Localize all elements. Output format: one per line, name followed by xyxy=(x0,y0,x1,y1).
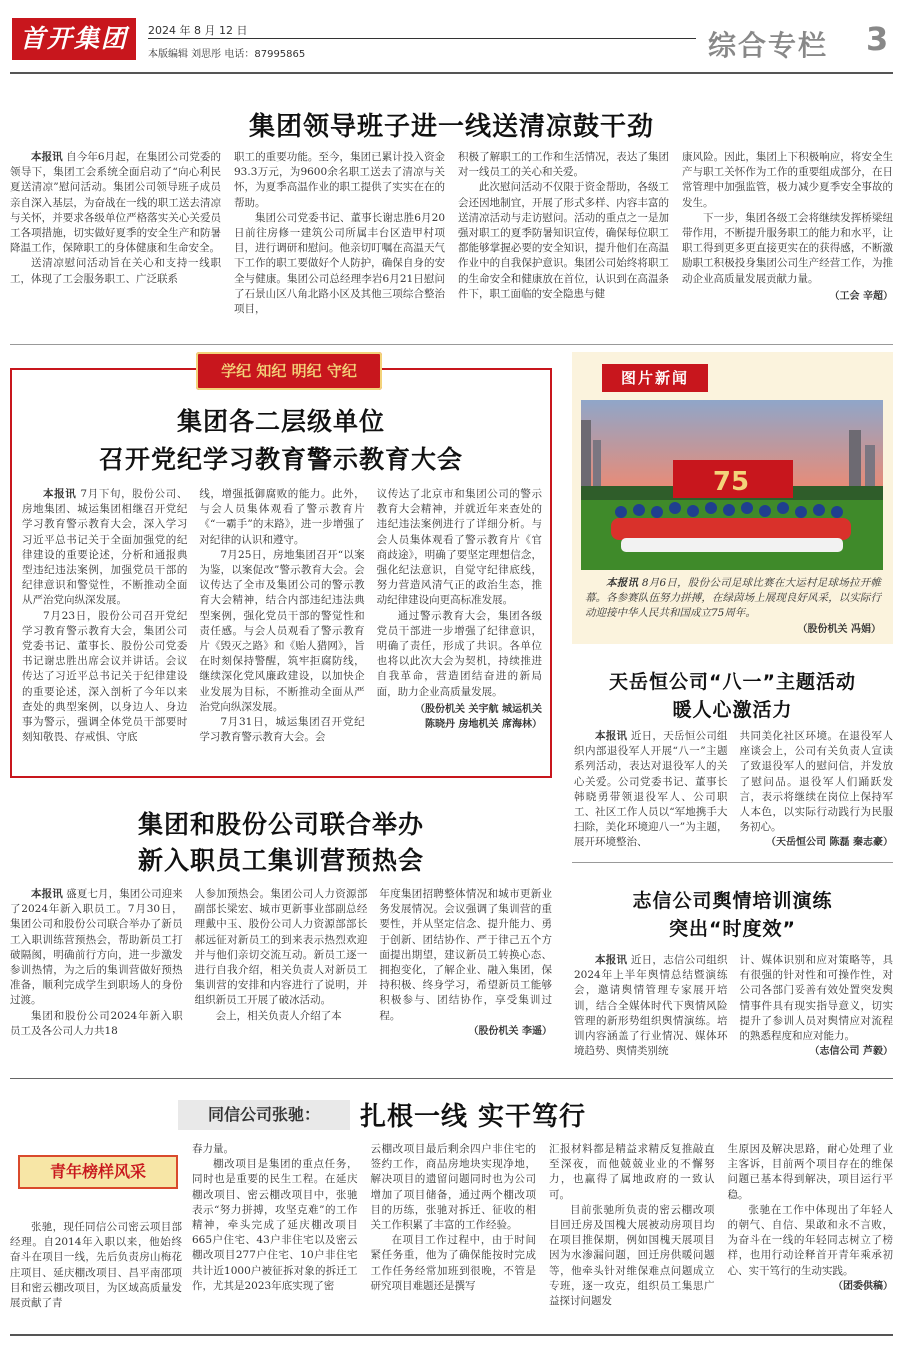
editor-info: 本版编辑 刘思彤 电话：87995865 xyxy=(148,49,306,60)
issue-date: 2024 年 8 月 12 日 xyxy=(148,24,248,37)
article-1-signature: （工会 辛超） xyxy=(829,290,893,302)
photo-news-header: 图片新闻 xyxy=(602,364,708,392)
article-5-title-line1: 志信公司舆情培训演练 xyxy=(632,890,833,912)
article-5-signature: （志信公司 芦毅） xyxy=(809,1046,893,1058)
masthead xyxy=(0,0,903,75)
page-number: 3 xyxy=(866,20,889,58)
article-4-title-line1: 集团和股份公司联合举办 xyxy=(137,810,424,839)
section-name: 综合专栏 xyxy=(708,29,829,62)
article-4-signature: （股份机关 李遥） xyxy=(468,1025,553,1037)
article-2-signature: （股份机关 关宇航 城运机关 陈晓丹 房地机关 席海林） xyxy=(415,703,542,730)
article-4-body: 本报讯 盛夏七月，集团公司迎来了2024年新入职员工。7月30日，集团公司和股份公司联合举办了新员工入职训练营预热会，帮助新员工打破隔阂，明确前行方向，进一步激发参训热情，为之后的集训营做好预热准备，顺利完成学生到职场人的身份过渡。 集团和股份公司2024年新入职员工及各公司人力共18 人参加预热会。集团公司人力资源部副部长梁宏、城市更新事业部副总经理戴中玉、股份公司人力资源部部长郝远征对新员工的到来表示热烈欢迎并与他们亲切交流互动。新员工逐一进行自我介绍，相关负责人对新员工集训营的安排和内容进行了说明，并组织新员工开展了破冰活动。 会上，相关负责人介绍了本 年度集团招聘整体情况和城市更新业务发展情况。会议强调了集训营的重要性，并从坚定信念、提升能力、勇于创新、团结协作、严于律己五个方面提出期望，建议新员工转换心态、拥抱变化，了解企业、融入集团，保持积极、终身学习，希望新员工能够积极参与、团结协作，享受集训过程。 （股份机关 李遥） xyxy=(10,888,553,1037)
article-6-body: 春力量。 棚改项目是集团的重点任务，同时也是重要的民生工程。在延庆棚改项目、密云棚改项目中，张驰表示“努力拼搏，攻坚克难”的工作精神，牵头完成了延庆棚改项目665户住宅、43户非住宅以及密云棚改项目277户住宅、10户非住宅共计近1000户被征拆对象的拆迁工作，尤其是2023年底实现了密 云棚改项目最后剩余四户非住宅的签约工作，商品房地块实现净地，解决项目的遗留问题同时也为公司增加了项目储备，通过两个棚改项目的历练，张驰对拆迁、征收的相关工作积累了丰富的工作经验。 在项目工作过程中，由于时间紧任务重，他为了确保能按时完成工作任务经常加班到很晚，不管是研究项目难题还是撰写 汇报材料都是精益求精反复推敲直至深夜，而他兢兢业业的不懈努力，也赢得了属地政府的一致认可。 目前张驰所负责的密云棚改项目回迁房及国槐大展被动房项目均在项目推保期，例如国槐天展项目因为水渗漏问题，回迁房供暖问题等，他牵头针对维保难点问题成立专班，逐一攻克，组织员工集思广益探讨问题发 生原因及解决思路，耐心处理了业主客诉，目前两个项目存在的维保问题已基本得到解决，项目运行平稳。 张驰在工作中体现出了年轻人的朝气、自信、果敢和永不言败，为奋斗在一线的年轻同志树立了榜样，也用行动诠释首开青年乘承初心、实干笃行的生动实践。 （团委供稿） xyxy=(192,1143,893,1308)
article-6-label: 同信公司张驰： xyxy=(178,1100,350,1130)
discipline-banner: 学纪 知纪 明纪 守纪 xyxy=(196,352,382,390)
article-5-title-line2: 突出“时度效” xyxy=(669,918,796,940)
team-photo xyxy=(581,400,883,570)
photo-signature: （股份机关 冯娟） xyxy=(797,623,881,635)
article-2-title-line1: 集团各二层级单位 xyxy=(176,407,385,436)
article-2-body: 本报讯 7月下旬，股份公司、房地集团、城运集团相继召开党纪学习教育警示教育大会，深入学习习近平总书记关于全面加强党的纪律建设的重要论述，分析和通报典型违纪违法案例，加强党员干部的纪律意识和警觉性，不断推动全面从严治党向纵深发展。 7月23日，股份公司召开党纪学习教育警示教育大会，集团公司党委书记、董事长、股份公司党委书记谢忠胜出席会议并讲话。会议传达了习近平总书记关于纪律建设的重要论述，深入剖析了今年以来查处的典型案例，以身边人、身边事为警示，强调全体党员干部要时刻知敬畏、存戒惧、守底 线，增强抵御腐败的能力。此外，与会人员集体观看了警示教育片《“一霸手”的末路》，进一步增强了对纪律的认识和遵守。 7月25日，房地集团召开“以案为鉴，以案促改”警示教育大会。会议传达了全市及集团公司的警示教育大会精神，结合内部违纪违法典型案例，强化党员干部的警觉性和责任感。与会人员观看了警示教育片《毁灭之路》和《贻人猎网》，旨在时刻保持警醒，筑牢拒腐防线，继续深化党风廉政建设，以加快企业发展为目标，不断推动全面从严治党向纵深发展。 7月31日，城运集团召开党纪学习教育警示教育大会。会 议传达了北京市和集团公司的警示教育大会精神，并就近年来查处的违纪违法案例进行了详细分析。与会人员集体观看了警示教育片《官商歧途》，明确了要坚定理想信念，强化纪法意识，自觉守纪律底线，努力营造风清气正的政治生态，推动纪律建设向更高标准发展。 通过警示教育大会，集团各级党员干部进一步增强了纪律意识，明确了责任，形成了共识。各单位也将以此次大会为契机，持续推进自我革命，营造团结奋进的新局面，助力企业高质量发展。 （股份机关 关宇航 城运机关 陈晓丹 房地机关 席海林） xyxy=(22,488,542,744)
svg-text:75: 75 xyxy=(712,467,750,497)
masthead-logo: 首开集团 xyxy=(12,18,136,60)
article-3-body: 本报讯 近日，天岳恒公司组织内部退役军人开展“八一”主题系列活动，表达对退役军人的关心关爱。公司党委书记、董事长韩晓勇带领退役军人、公司职工、社区工作人员以“军地携手大扫除，美化环境迎八一”为主题，展开环境整治、 共同美化社区环境。在退役军人座谈会上，公司有关负责人宣读了致退役军人的慰问信，并发放了慰问品。退役军人们踊跃发言，表示将继续在岗位上保持军人本色，以实际行动践行为民服务初心。 （天岳恒公司 陈磊 秦志豪） xyxy=(574,730,893,849)
football-team-image xyxy=(581,400,883,570)
youth-model-badge: 青年榜样风采 xyxy=(18,1155,178,1189)
article-4-title-line2: 新入职员工集训营预热会 xyxy=(137,846,424,875)
photo-caption: 本报讯 8月6日，股份公司足球比赛在大运村足球场拉开帷幕。各参赛队伍努力拼搏，在绿茵场上展现良好风采，以实际行动迎接中华人民共和国成立75周年。 （股份机关 冯娟） xyxy=(585,577,882,635)
article-3-title-line2: 暖人心激活力 xyxy=(672,699,793,721)
article-6-signature: （团委供稿） xyxy=(833,1280,893,1292)
article-2-title-line2: 召开党纪学习教育警示教育大会 xyxy=(98,445,463,474)
article-6-title: 扎根一线 实干笃行 xyxy=(360,1102,587,1132)
article-6-col1: 张驰，现任同信公司密云项目部经理。自2014年入职以来，他始终奋斗在项目一线，先后负责房山梅花庄项目、延庆棚改项目、昌平南邵项目和密云棚改项目，为区域高质量发展贡献了青 xyxy=(10,1221,182,1310)
article-3-signature: （天岳恒公司 陈磊 秦志豪） xyxy=(766,837,893,849)
article-1-title: 集团领导班子进一线送清凉鼓干劲 xyxy=(248,112,654,142)
article-5-body: 本报讯 近日，志信公司组织2024年上半年舆情总结暨演练会，邀请舆情管理专家展开培训，结合全媒体时代下舆情风险管理的新形势组织舆情演练。培训内容涵盖了行业情况、媒体环境趋势、舆情类别统 计、媒体识别和应对策略等，具有很强的针对性和可操作性，对公司各部门妥善有效处置突发舆情事件具有现实指导意义，切实提升了参训人员对舆情应对流程的熟悉程度和应对能力。 （志信公司 芦毅） xyxy=(574,954,893,1058)
article-1-body: 本报讯 自今年6月起，在集团公司党委的领导下，集团工会系统全面启动了“向心利民 夏送清凉”慰问活动。集团公司领导班子成员亲自深入基层，为奋战在一线的职工送去清凉与关怀，并要求各级单位严格落实关心关爱员工各项措施，切实做好夏季的安全生产和防暑降温工作，保障职工的身体健康和生命安全。 送清凉慰问活动旨在关心和支持一线职工，体现了工会服务职工、广泛联系 职工的重要功能。至今，集团已累计投入资金93.3万元，为9600余名职工送去了清凉与关怀，为夏季高温作业的职工提供了实实在在的帮助。 集团公司党委书记、董事长谢忠胜6月20日前往房修一建筑公司所属丰台区造甲村项目，进行调研和慰问。他亲切叮嘱在高温天气下工作的职工要做好个人防护，确保自身的安全与健康。集团公司总经理李岩6月21日慰问了石景山区八角北路小区及其他三项综合整治项目， 积极了解职工的工作和生活情况，表达了集团对一线员工的关心和关爱。 此次慰问活动不仅限于资金帮助，各级工会还因地制宜，开展了形式多样、内容丰富的送清凉活动与走访慰问。活动的重点之一是加强对职工的夏季防暑知识宣传，确保每位职工都能够掌握必要的安全知识，提升他们在高温作业中的自我保护意识。集团公司始终将职工的生命安全和健康放在首位，认识到在高温条件下，职工面临的安全隐患与健 康风险。因此，集团上下积极响应，将安全生产与职工关怀作为工作的重要组成部分，在日常管理中加强监管，极力减少夏季安全事故的发生。 下一步，集团各级工会将继续发挥桥梁纽带作用，不断提升服务职工的能力和水平，让职工得到更多更直接更实在的获得感，不断激励职工积极投身集团公司生产经营工作，为推动企业高质量发展贡献力量。 （工会 辛超） xyxy=(10,151,893,316)
article-3-title-line1: 天岳恒公司“八一”主题活动 xyxy=(609,671,856,693)
